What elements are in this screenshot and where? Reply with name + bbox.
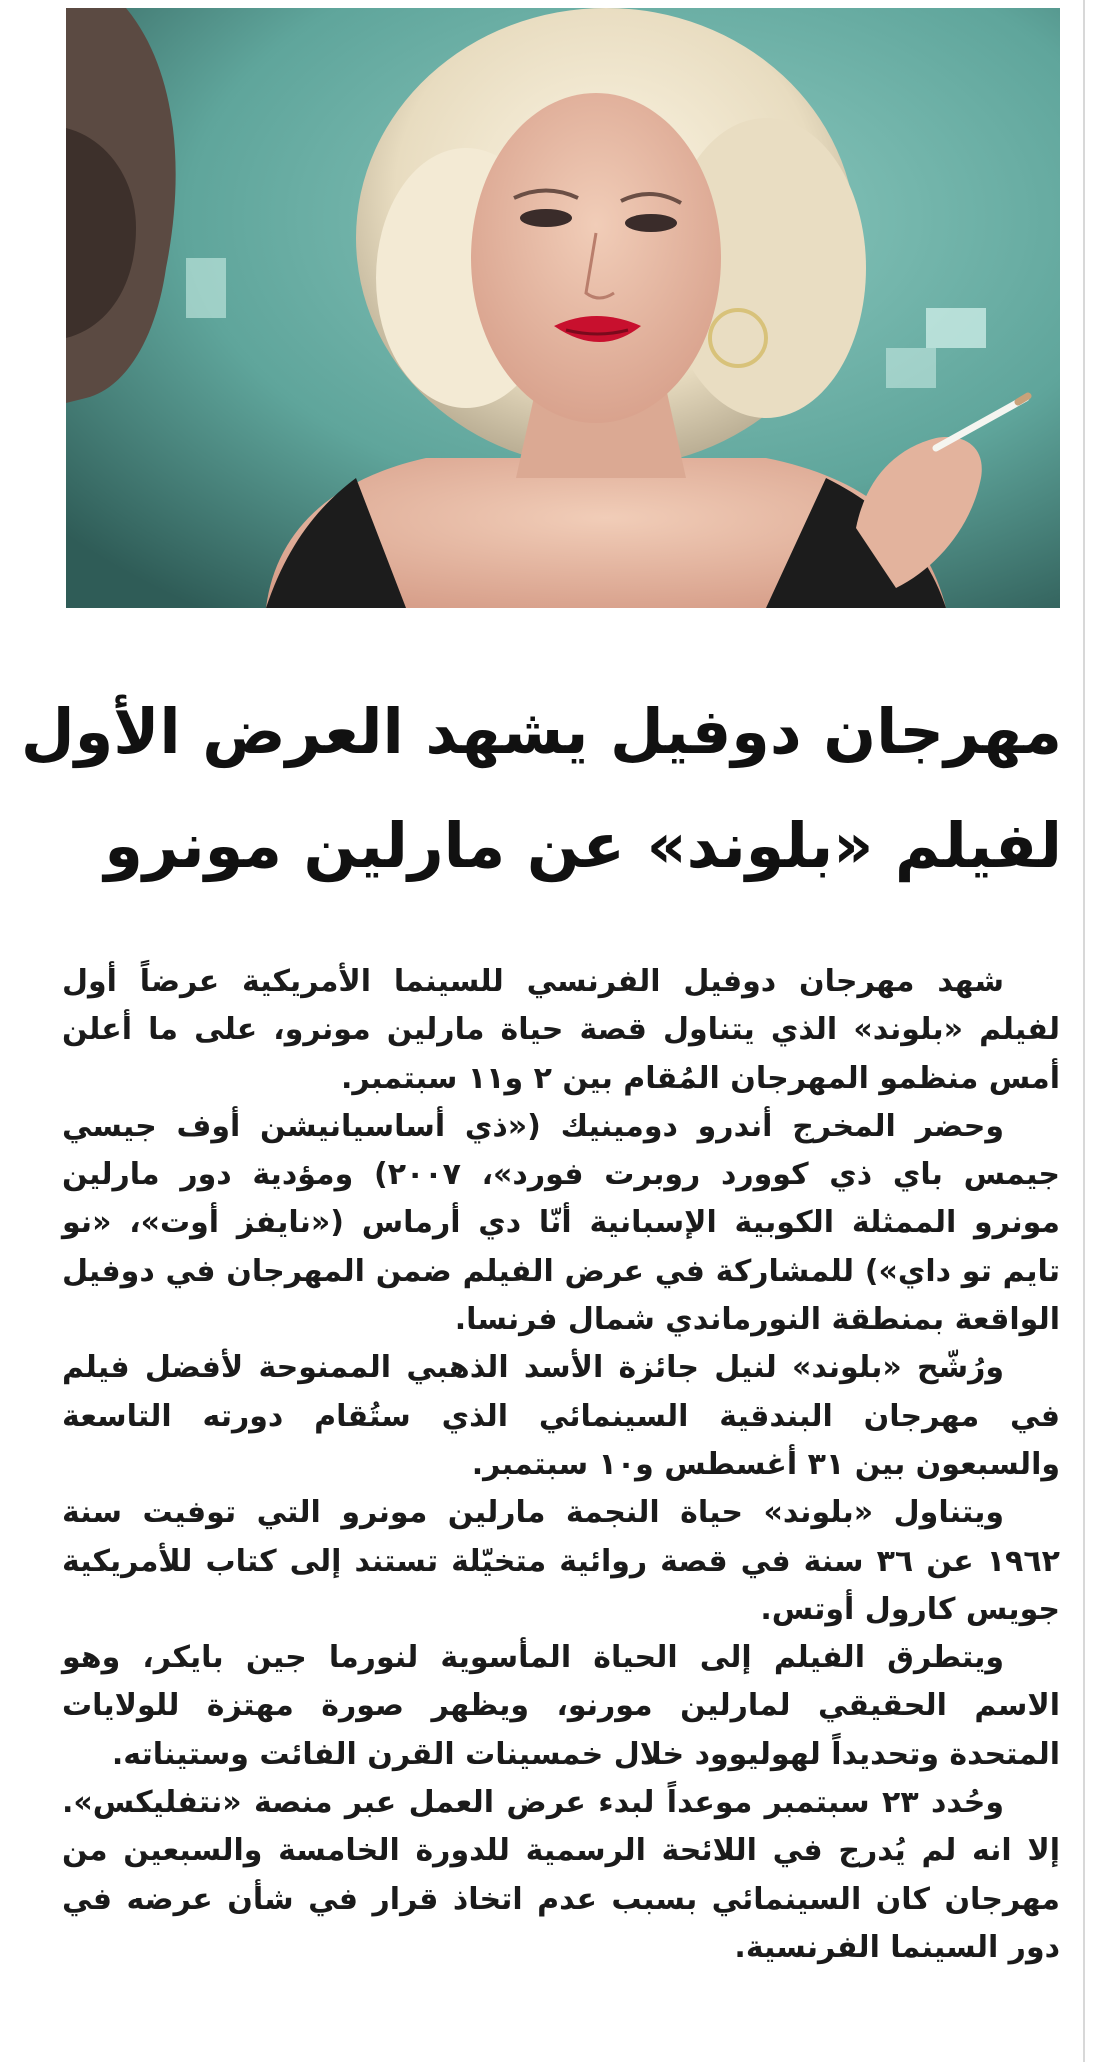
film-still-photo-icon	[66, 8, 1060, 608]
article-paragraph: وحُدد ٢٣ سبتمبر موعداً لبدء عرض العمل عبر منصة «نتفليكس». إلا انه لم يُدرج في اللائحة الرسمية للدورة الخامسة والسبعين من مهرجان كان السينمائي بسبب عدم اتخاذ قرار في شأن عرضه في دور السينما الفرنسية.	[62, 1785, 1060, 1965]
headline-line-2: لفيلم «بلوند» عن مارلين مونرو	[104, 809, 1062, 882]
page-edge-rule	[1083, 0, 1085, 2062]
headline	[20, 675, 1062, 903]
article-photo	[66, 8, 1060, 608]
article-paragraph: ويتناول «بلوند» حياة النجمة مارلين مونرو التي توفيت سنة ١٩٦٢ عن ٣٦ سنة في قصة روائية متخيّلة تستند إلى كتاب للأمريكية جويس كارول أوتس.	[62, 1495, 1060, 1627]
headline-line-1: مهرجان دوفيل يشهد العرض الأول	[20, 695, 1062, 768]
article-body	[62, 958, 1060, 1972]
article-paragraph: ورُشّح «بلوند» لنيل جائزة الأسد الذهبي الممنوحة لأفضل فيلم في مهرجان البندقية السينمائي الذي ستُقام دورته التاسعة والسبعون بين ٣١ أغسطس و١٠ سبتمبر.	[62, 1350, 1060, 1482]
article-paragraph: وحضر المخرج أندرو دومينيك («ذي أساسيانيشن أوف جيسي جيمس باي ذي كوورد روبرت فورد»، ٢٠٠٧) ومؤدية دور مارلين مونرو الممثلة الكوبية الإسبانية أنّا دي أرماس («نايفز أوت»، «نو تايم تو داي») للمشاركة في عرض الفيلم ضمن المهرجان في دوفيل الواقعة بمنطقة النورماندي شمال فرنسا.	[62, 1108, 1061, 1338]
article-paragraph: شهد مهرجان دوفيل الفرنسي للسينما الأمريكية عرضاً أول لفيلم «بلوند» الذي يتناول قصة حياة مارلين مونرو، على ما أعلن أمس منظمو المهرجان المُقام بين ٢ و١١ سبتمبر.	[62, 964, 1060, 1096]
article-paragraph: ويتطرق الفيلم إلى الحياة المأسوية لنورما جين بايكر، وهو الاسم الحقيقي لمارلين مورنو، ويظهر صورة مهتزة للولايات المتحدة وتحديداً لهوليوود خلال خمسينات القرن الفائت وستيناته.	[62, 1640, 1060, 1772]
